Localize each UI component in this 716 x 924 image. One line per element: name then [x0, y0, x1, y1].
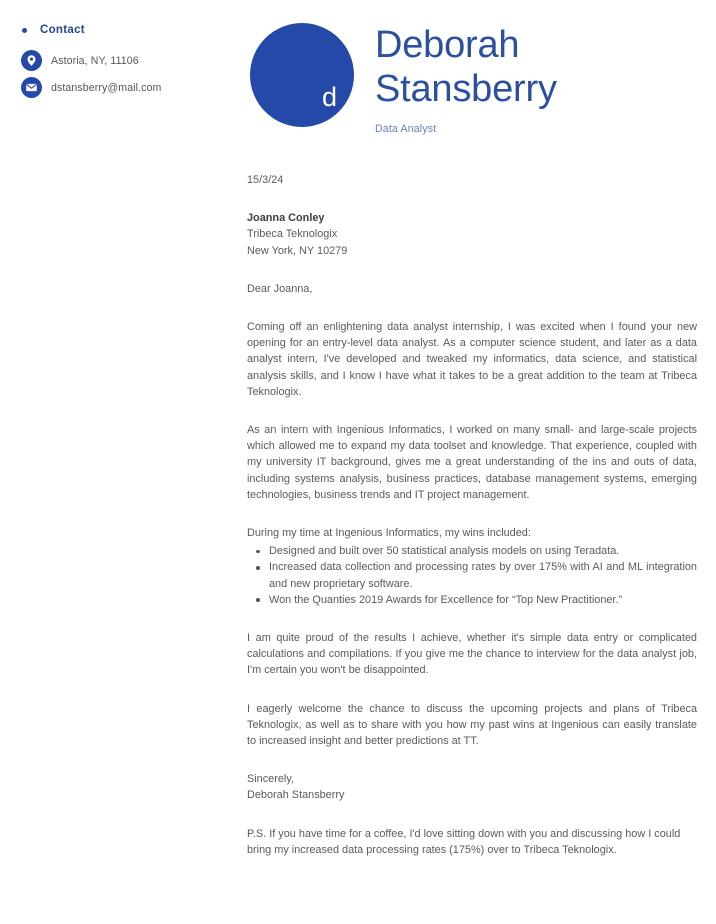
signoff-block	[247, 771, 697, 803]
recipient-company: Tribeca Teknologix	[247, 228, 338, 241]
contact-heading: Contact	[40, 24, 85, 36]
recipient-block	[247, 210, 697, 259]
contact-email-text: dstansberry@mail.com	[51, 81, 162, 94]
wins-list	[247, 543, 697, 608]
wins-intro: During my time at Ingenious Informatics, my wins included:	[247, 527, 531, 540]
contact-heading-row	[22, 24, 85, 36]
list-item: Won the Quanties 2019 Awards for Excellence for “Top New Practitioner.”	[269, 592, 697, 608]
postscript: P.S. If you have time for a coffee, I'd love sitting down with you and discussing how I could bring my increased data processing rates (175%) over to Tribeca Teknologix.	[247, 827, 681, 856]
bullet-icon	[22, 28, 27, 33]
job-title: Data Analyst	[375, 123, 437, 135]
list-item: Increased data collection and processing rates by over 175% with AI and ML integration and new proprietary software.	[269, 559, 697, 591]
avatar	[250, 23, 354, 127]
contact-item-location	[21, 47, 236, 74]
avatar-initial: d	[321, 82, 337, 112]
contact-sidebar	[0, 0, 240, 924]
contact-location-text: Astoria, NY, 11106	[51, 54, 139, 67]
recipient-name: Joanna Conley	[247, 212, 325, 225]
paragraph-2: As an intern with Ingenious Informatics, I worked on many small- and large-scale projects which allowed me to expand my data toolset and knowledge. That experience, coupled with my university IT background, gives me a great understanding of the ins and outs of data, including systems analysis, business practices, database management systems, emerging technologies, business trends and IT project management.	[247, 424, 697, 501]
paragraph-1: Coming off an enlightening data analyst internship, I was excited when I found your new opening for an entry-level data analyst. As a computer science student, and later as a data analyst intern, I've developed and tweaked my informatics, data science, and statistical analysis skills, and I know I have what it takes to be a great addition to the team at Tribeca Teknologix.	[247, 321, 697, 398]
paragraph-3: I am quite proud of the results I achieve, whether it's simple data entry or complicated calculations and compilations. If you give me the chance to interview for the data analyst job, I'm certain you won't be disappointed.	[247, 632, 697, 677]
contact-item-email	[21, 74, 236, 101]
closing: Sincerely,	[247, 773, 295, 786]
letter-date: 15/3/24	[247, 174, 284, 186]
contact-list	[21, 47, 236, 101]
location-pin-icon	[21, 50, 42, 71]
first-name: Deborah	[375, 24, 520, 66]
last-name: Stansberry	[375, 68, 557, 110]
paragraph-4: I eagerly welcome the chance to discuss the upcoming projects and plans of Tribeca Teknologix, as well as to share with you how my past wins at Ingenious can easily translate to increased insight and better predictions at TT.	[247, 702, 697, 748]
salutation: Dear Joanna,	[247, 282, 313, 295]
envelope-icon	[21, 77, 42, 98]
signature-name: Deborah Stansberry	[247, 789, 345, 802]
letter-body	[247, 172, 697, 858]
list-item: Designed and built over 50 statistical analysis models on using Teradata.	[269, 543, 697, 559]
recipient-city: New York, NY 10279	[247, 244, 348, 257]
name-block	[375, 23, 705, 135]
